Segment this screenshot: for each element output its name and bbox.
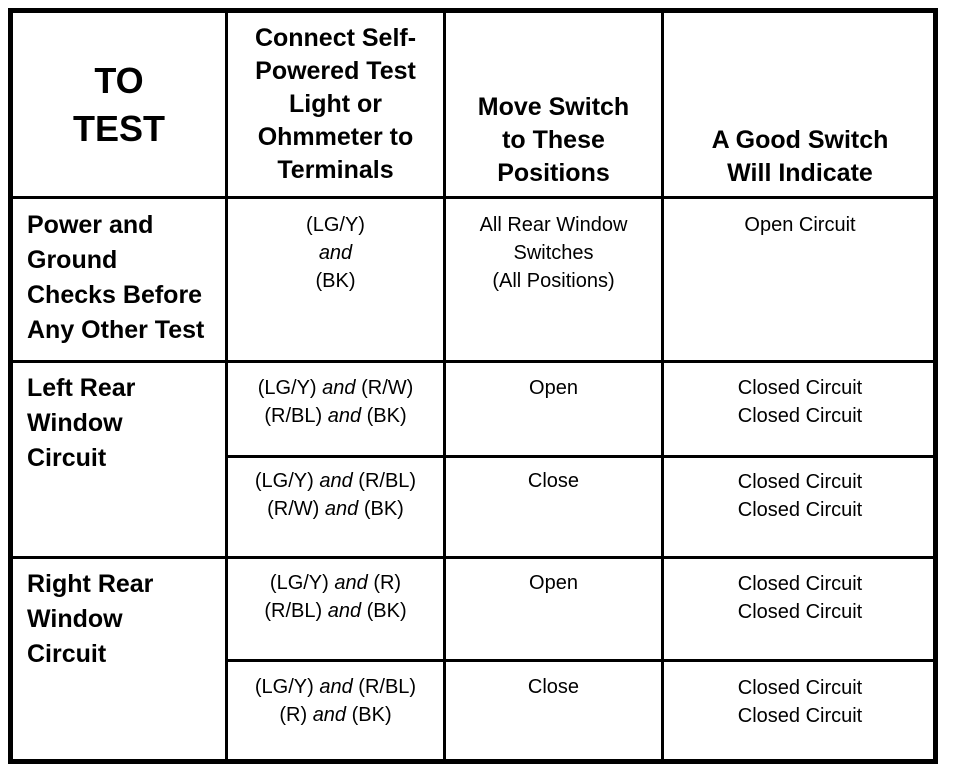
row-label-line: Power and [27,211,154,239]
position-left-open [446,374,661,454]
terminals-left-open [228,374,443,454]
terminal-conjunction: and [319,676,353,698]
header-connect-terminals [228,13,443,196]
row-divider-2 [10,556,936,559]
terminal-value: (R/BL) [264,600,323,622]
position-right-close [446,673,661,759]
terminal-value: (BK) [366,405,407,427]
indicate-line: Closed Circuit [737,677,863,699]
terminal-conjunction: and [318,242,353,264]
terminal-value: (LG/Y) [257,377,317,399]
indicate-line: Closed Circuit [737,471,863,493]
position-line: All Rear Window [479,214,628,236]
header-good-line: Will Indicate [727,159,873,187]
position-left-close [446,467,661,555]
position-line: Open [529,572,578,594]
terminal-value: (R/BL) [358,470,417,492]
subrow-divider-left [226,455,936,458]
row-label-line: Circuit [27,640,107,668]
subrow-divider-right [226,659,936,662]
position-line: (All Positions) [492,270,615,292]
position-line: Close [527,676,580,698]
row-label-line: Window [27,605,123,633]
row-label-right-rear [13,567,225,757]
indicate-line: Closed Circuit [737,377,863,399]
header-good-switch [664,13,936,196]
indicate-line: Closed Circuit [737,601,863,623]
header-connect-line: Light or [288,90,383,118]
terminal-value: (BK) [366,600,407,622]
terminal-conjunction: and [322,377,356,399]
header-connect-line: Connect Self- [254,24,417,52]
header-move-line: to These [502,126,605,154]
header-move-switch [446,13,661,196]
terminal-value: (R/BL) [358,676,417,698]
row-divider-1 [10,360,936,363]
position-line: Close [527,470,580,492]
terminal-value: (LG/Y) [254,676,314,698]
positions-power-ground [446,211,661,359]
header-move-line: Positions [497,159,610,187]
row-label-line: Ground [27,246,118,274]
header-connect-line: Ohmmeter to [257,123,414,151]
position-line: Switches [513,242,594,264]
row-label-line: Any Other Test [27,316,205,344]
position-right-open [446,569,661,657]
indicate-right-close [664,674,936,760]
terminal-pair [228,701,443,729]
terminal-value: (LG/Y) [254,470,314,492]
terminal-value: (R/BL) [264,405,323,427]
header-move-line: Move Switch [477,93,630,121]
terminals-right-close [228,673,443,759]
header-to-test-line: TEST [72,107,165,149]
indicate-line: Closed Circuit [737,573,863,595]
indicate-left-open [664,374,936,454]
indicate-line: Open Circuit [744,214,856,236]
terminal-conjunction: and [327,405,362,427]
terminal-value: (R) [279,704,308,726]
indicate-power-ground [664,211,936,359]
indicate-line: Closed Circuit [737,499,863,521]
indicate-line: Closed Circuit [737,705,863,727]
terminal-conjunction: and [334,572,368,594]
terminal-value: (R/W) [267,498,320,520]
header-to-test [13,13,225,196]
row-label-line: Left Rear [27,374,136,402]
terminals-left-close [228,467,443,555]
terminal-conjunction: and [319,470,353,492]
terminal-pair [228,495,443,523]
indicate-line: Closed Circuit [737,405,863,427]
header-connect-line: Terminals [277,156,394,184]
terminal-conjunction: and [312,704,347,726]
terminal-value: (R) [373,572,402,594]
terminal-conjunction: and [327,600,362,622]
row-label-left-rear [13,371,225,554]
terminal-pair [228,569,443,597]
terminal-value: (LG/Y) [269,572,329,594]
header-divider [10,196,936,199]
terminal-conjunction: and [324,498,359,520]
terminal-value: (LG/Y) [306,214,365,236]
terminal-pair [228,402,443,430]
terminal-value: (BK) [363,498,404,520]
row-label-line: Right Rear [27,570,154,598]
terminal-value: (R/W) [361,377,414,399]
terminal-pair [228,597,443,625]
position-line: Open [529,377,578,399]
terminals-right-open [228,569,443,657]
indicate-right-open [664,570,936,658]
row-label-power-ground [13,208,225,358]
terminal-value: (BK) [351,704,392,726]
header-to-test-line: TO [94,59,144,101]
row-label-line: Window [27,409,123,437]
terminals-power-ground [228,211,443,359]
row-label-line: Circuit [27,444,107,472]
header-good-line: A Good Switch [711,126,889,154]
indicate-left-close [664,468,936,556]
row-label-line: Checks Before [27,281,203,309]
terminal-value: (BK) [315,270,356,292]
terminal-pair [228,673,443,701]
terminal-pair [228,467,443,495]
header-connect-line: Powered Test [255,57,416,85]
terminal-pair [228,374,443,402]
